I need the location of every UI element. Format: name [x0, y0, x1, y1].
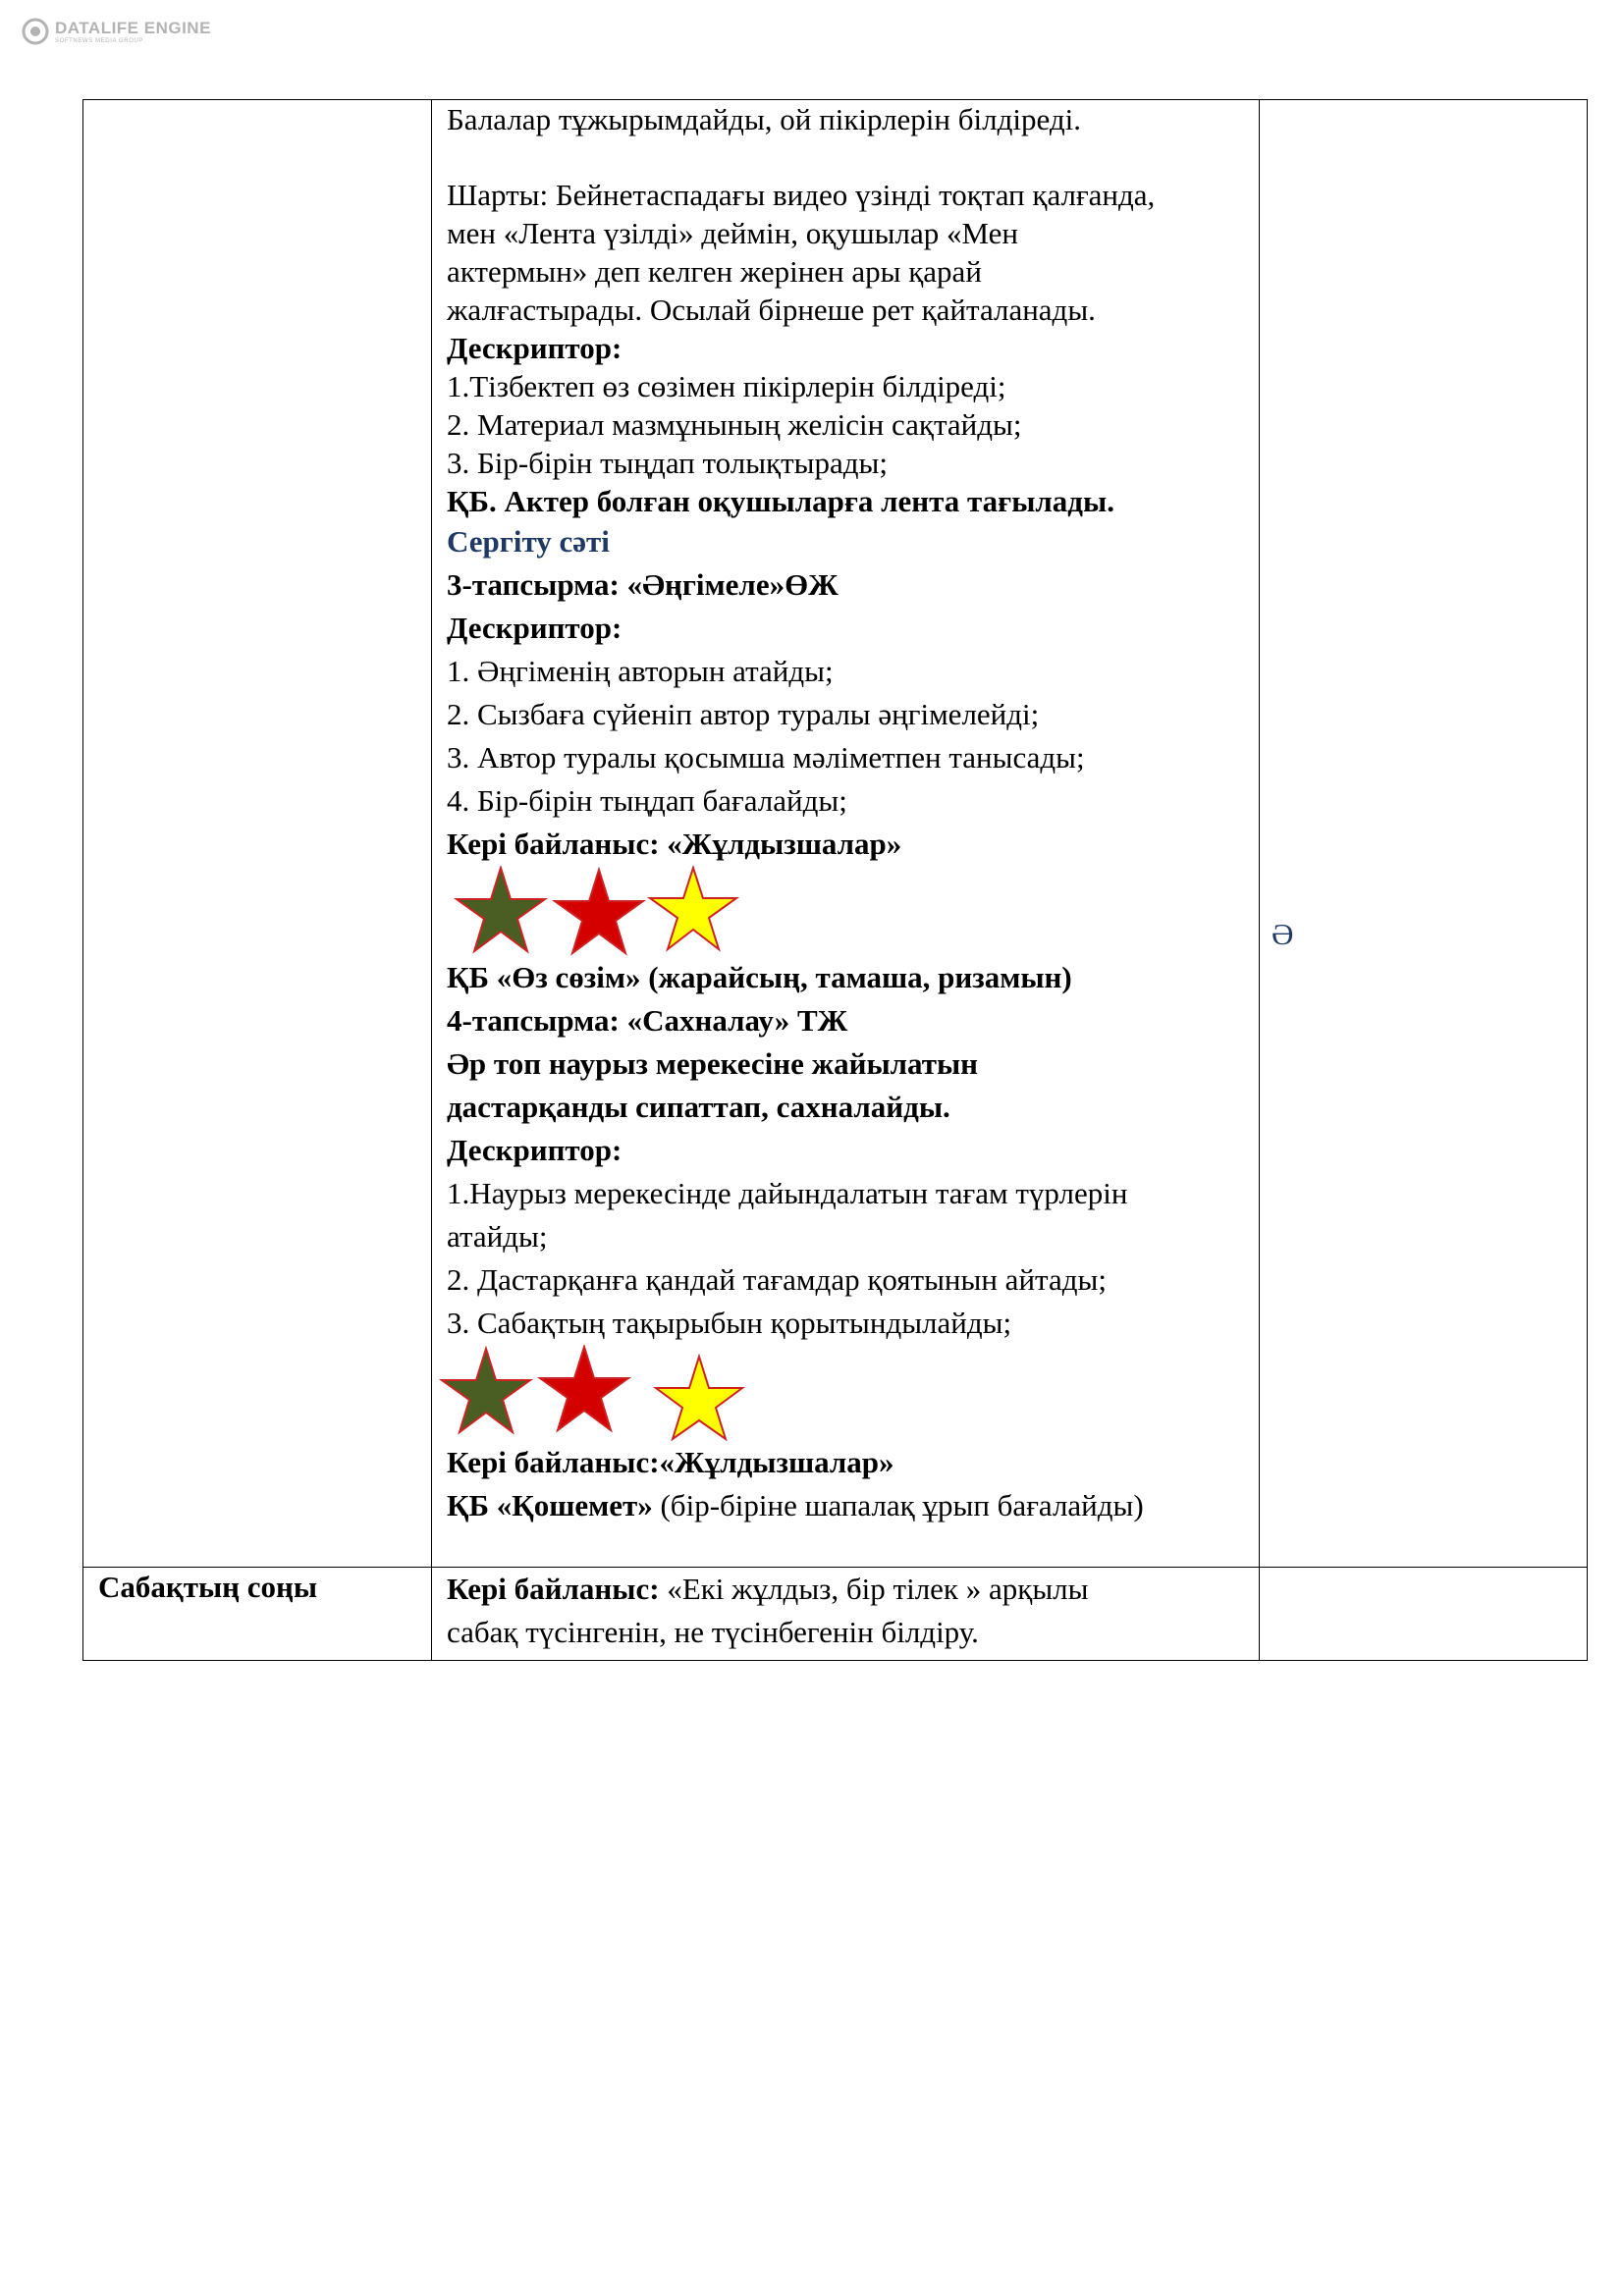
red-star-icon — [540, 1347, 628, 1430]
descriptor-heading: Дескриптор: — [447, 331, 623, 365]
assessment-label: ҚБ «Қошемет» — [447, 1488, 653, 1522]
descriptor-item: 4. Бір-бірін тыңдап бағалайды; — [447, 783, 847, 818]
rule-line: актермын» деп келген жерінен ары қарай — [447, 254, 982, 289]
eye-logo-icon — [22, 18, 49, 45]
descriptor-heading: Дескриптор: — [447, 1133, 623, 1167]
feedback-heading: Кері байланыс: «Жұлдызшалар» — [447, 827, 902, 861]
descriptor-item: 1. Әңгіменің авторын атайды; — [447, 654, 834, 688]
watermark-logo — [22, 18, 211, 45]
end-feedback-line — [447, 1568, 1245, 1611]
yellow-star-icon — [656, 1357, 742, 1439]
descriptor-item: атайды; — [447, 1219, 548, 1254]
side-mark-text: Ә — [1272, 917, 1294, 951]
descriptor-item: 1.Тізбектеп өз сөзімен пікірлерін білдіреді; — [447, 369, 1006, 403]
rule-line: Шарты: Бейнетаспадағы видео үзінді тоқтап қалғанда, — [447, 178, 1156, 212]
descriptor-item: 3. Сабақтың тақырыбын қорытындылайды; — [447, 1306, 1012, 1340]
activity-cell — [432, 100, 1260, 1568]
stars-group — [439, 1345, 763, 1441]
descriptor-item: 2. Сызбаға сүйеніп автор туралы әңгімелейді; — [447, 697, 1040, 731]
lesson-plan-table — [82, 99, 1588, 1661]
table-row-end — [83, 1568, 1588, 1661]
end-activity-cell — [432, 1568, 1260, 1661]
assessment-rest: (бір-біріне шапалақ ұрып бағалайды) — [652, 1488, 1144, 1522]
yellow-star-icon — [650, 868, 736, 949]
task4-heading: 4-тапсырма: «Сахналау» ТЖ — [447, 1003, 848, 1038]
descriptor-item: 1.Наурыз мерекесінде дайындалатын тағам түрлерін — [447, 1176, 1128, 1210]
green-star-icon — [457, 868, 545, 951]
end-feedback-rest: «Екі жұлдыз, бір тілек » арқылы — [659, 1572, 1089, 1606]
watermark-subtitle: SOFTNEWS MEDIA GROUP — [55, 37, 144, 44]
table-row-main — [83, 100, 1588, 1568]
watermark-title: DATALIFE ENGINE — [55, 18, 211, 37]
red-star-icon — [555, 870, 643, 953]
stage-label-end — [83, 1568, 432, 1661]
end-feedback-line2: сабақ түсінгенін, не түсінбегенін білдіру. — [447, 1615, 979, 1649]
descriptor-item: 2. Материал мазмұнының желісін сақтайды; — [447, 407, 1022, 442]
resources-cell — [1260, 100, 1588, 1568]
stars-group — [445, 866, 759, 956]
descriptor-item: 2. Дастарқанға қандай тағамдар қоятынын айтады; — [447, 1262, 1107, 1297]
descriptor-item: 3. Автор туралы қосымша мәліметпен танысады; — [447, 740, 1085, 774]
stage-label-text: Сабақтың соңы — [98, 1570, 318, 1604]
assessment-line — [447, 1484, 1245, 1527]
rule-line: жалғастырады. Осылай бірнеше рет қайталанады. — [447, 293, 1096, 327]
spacer — [447, 138, 1245, 176]
descriptor-heading: Дескриптор: — [447, 611, 623, 645]
end-feedback-label: Кері байланыс: — [447, 1572, 660, 1606]
stage-cell-empty — [83, 100, 432, 1568]
rule-line: мен «Лента үзілді» деймін, оқушылар «Мен — [447, 216, 1018, 250]
end-resources-cell — [1260, 1568, 1588, 1661]
assessment-text: ҚБ. Актер болған оқушыларға лента тағылады. — [447, 484, 1114, 518]
task4-text: Әр топ наурыз мерекесіне жайылатын — [447, 1046, 979, 1081]
feedback-heading: Кері байланыс:«Жұлдызшалар» — [447, 1445, 894, 1479]
warmup-heading: Сергіту сәті — [447, 524, 610, 559]
task3-heading: 3-тапсырма: «Әңгімеле»ӨЖ — [447, 567, 839, 602]
assessment-text: ҚБ «Өз сөзім» (жарайсың, тамаша, ризамын) — [447, 960, 1072, 994]
descriptor-item: 3. Бір-бірін тыңдап толықтырады; — [447, 446, 888, 480]
green-star-icon — [442, 1349, 530, 1432]
intro-text: Балалар тұжырымдайды, ой пікірлерін білдіреді. — [447, 102, 1081, 136]
task4-text: дастарқанды сипаттап, сахналайды. — [447, 1090, 950, 1124]
